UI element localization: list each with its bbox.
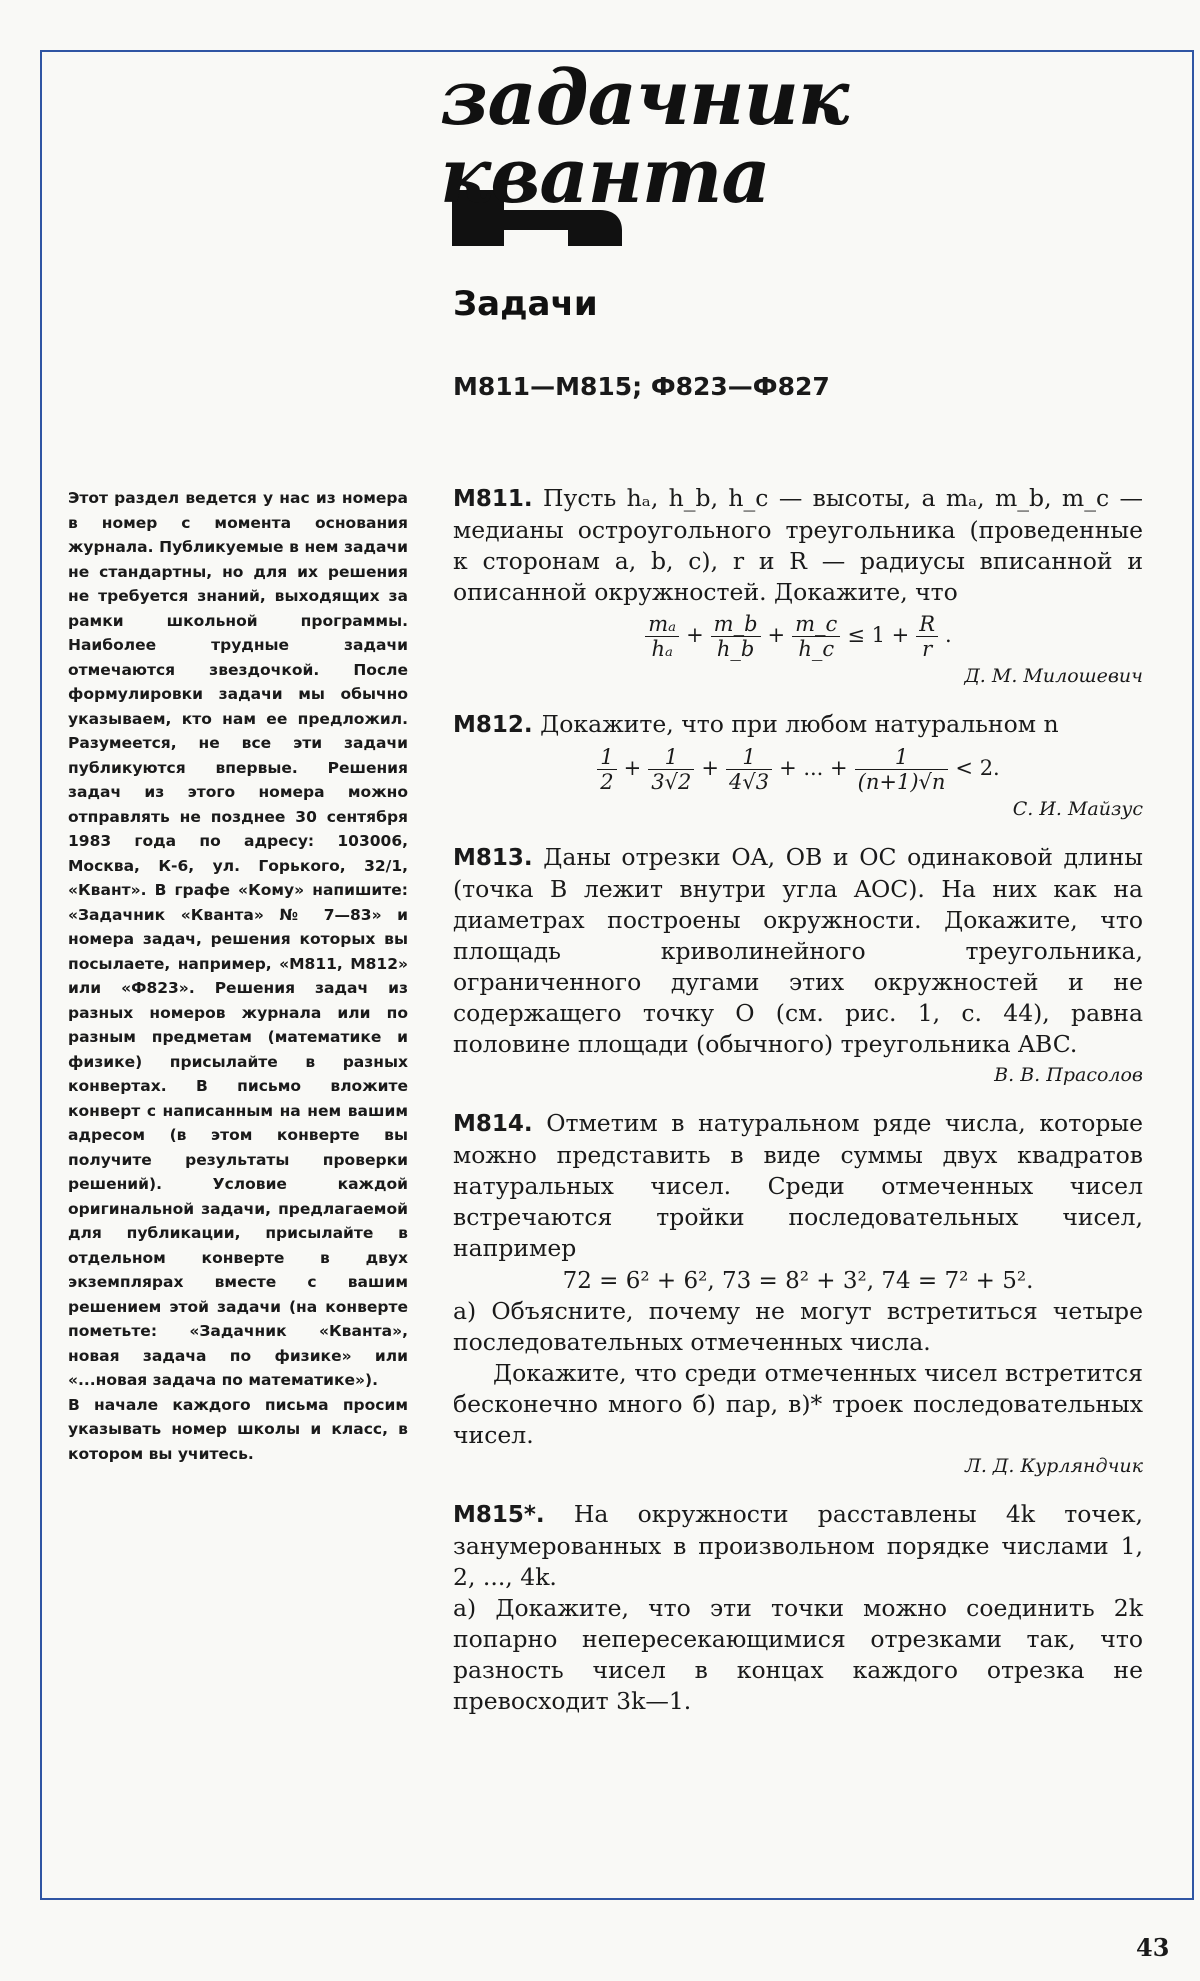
problem-m811 bbox=[453, 483, 1143, 689]
problem-text: Даны отрезки OA, OB и OC одинаковой длины (точка B лежит внутри угла AOC). На них как на диаметрах построены окружности. Докажите, что площадь криволинейного треугольника, ограниченного дугами этих окружностей и не содержащего точку O (см. рис. 1, с. 44), равна половине площади (обычного) треугольника ABC. bbox=[453, 843, 1143, 1058]
problem-text: Отметим в натуральном ряде числа, которые можно представить в виде суммы двух квадратов натуральных чисел. Среди отмеченных чисел встречаются тройки последовательных чисел, например bbox=[453, 1109, 1143, 1262]
problem-text: Пусть hₐ, h_b, h_c — высоты, а mₐ, m_b, m_c — медианы остроугольного треугольника (проведенные к сторонам a, b, c), r и R — радиусы вписанной и описанной окружностей. Докажите, что bbox=[453, 484, 1143, 606]
problems-column bbox=[453, 483, 1143, 1737]
problem-m812 bbox=[453, 709, 1143, 822]
problem-range: M811—M815; Ф823—Ф827 bbox=[453, 372, 830, 401]
page-number: 43 bbox=[1136, 1933, 1170, 1962]
problem-author: Д. М. Милошевич bbox=[964, 665, 1143, 687]
formula-m812: $\frac{1}{2}$ + $\frac{1}{3√2}$ + $\frac{1}{4√3}$ + ... + $\frac{1}{(n+1)√n}$ < 2. bbox=[453, 745, 1143, 794]
problem-id: M815*. bbox=[453, 1502, 545, 1528]
problem-m813 bbox=[453, 842, 1143, 1088]
problem-m814 bbox=[453, 1108, 1143, 1479]
sidebar-paragraph-1: Этот раздел ведется у нас из номера в номер с момента основания журнала. Публикуемые в нем задачи не стандартны, но для их решения не требуется знаний, выходящих за рамки школьной программы. Наиболее трудные задачи отмечаются звездочкой. После формулировки задачи мы обычно указываем, кто нам ее предложил. Разумеется, не все эти задачи публикуются впервые. Решения задач из этого номера можно отправлять не позднее 30 сентября 1983 года по адресу: 103006, Москва, К-6, ул. Горького, 32/1, «Квант». В графе «Кому» напишите: «Задачник «Кванта» № 7—83» и номера задач, решения которых вы посылаете, например, «M811, M812» или «Ф823». Решения задач из разных номеров журнала или по разным предметам (математике и физике) присылайте в разных конвертах. В письмо вложите конверт с написанным на нем вашим адресом (в этом конверте вы получите результаты проверки решений). Условие каждой оригинальной задачи, предлагаемой для публикации, присылайте в отдельном конверте в двух экземплярах вместе с вашим решением этой задачи (на конверте пометьте: «Задачник «Кванта», новая задача по физике» или «...новая задача по математике»). bbox=[68, 489, 408, 1389]
problem-id: M814. bbox=[453, 1111, 533, 1137]
problem-text: Докажите, что при любом натуральном n bbox=[540, 710, 1059, 738]
kvant-logo bbox=[440, 53, 860, 245]
logo-line-2: кванта bbox=[440, 131, 770, 220]
problem-part-a: а) Объясните, почему не могут встретиться четыре последовательных отмеченных числа. bbox=[453, 1297, 1143, 1356]
problem-id: M813. bbox=[453, 845, 533, 871]
formula-m811: $\frac{\text{mₐ}}{\text{hₐ}}$ + $\frac{m\_b}{h\_b}$ + $\frac{m\_c}{h\_c}$ ≤ 1 + $\frac{R}{r}$ . bbox=[453, 612, 1143, 661]
section-title: Задачи bbox=[453, 284, 598, 324]
problem-m815 bbox=[453, 1499, 1143, 1717]
problem-id: M812. bbox=[453, 712, 533, 738]
problem-author: Л. Д. Курляндчик bbox=[965, 1455, 1143, 1477]
problem-part-a: а) Докажите, что эти точки можно соединить 2k попарно непересекающимися отрезками так, что разность чисел в концах каждого отрезка не превосходит 3k—1. bbox=[453, 1594, 1143, 1715]
logo-line-1: задачник bbox=[440, 53, 849, 142]
sidebar-paragraph-2: В начале каждого письма просим указывать номер школы и класс, в котором вы учитесь. bbox=[68, 1395, 408, 1463]
problem-id: M811. bbox=[453, 486, 533, 512]
sidebar-notes bbox=[68, 486, 408, 1466]
problem-text: На окружности расставлены 4k точек, занумерованных в произвольном порядке числами 1, 2, ..., 4k. bbox=[453, 1500, 1143, 1591]
problem-author: С. И. Майзус bbox=[1012, 798, 1143, 820]
problem-author: В. В. Прасолов bbox=[994, 1064, 1143, 1086]
problem-part-bc: Докажите, что среди отмеченных чисел встретится бесконечно много б) пар, в)* троек последовательных чисел. bbox=[453, 1359, 1143, 1449]
formula-m814: 72 = 6² + 6², 73 = 8² + 3², 74 = 7² + 5². bbox=[562, 1268, 1034, 1294]
